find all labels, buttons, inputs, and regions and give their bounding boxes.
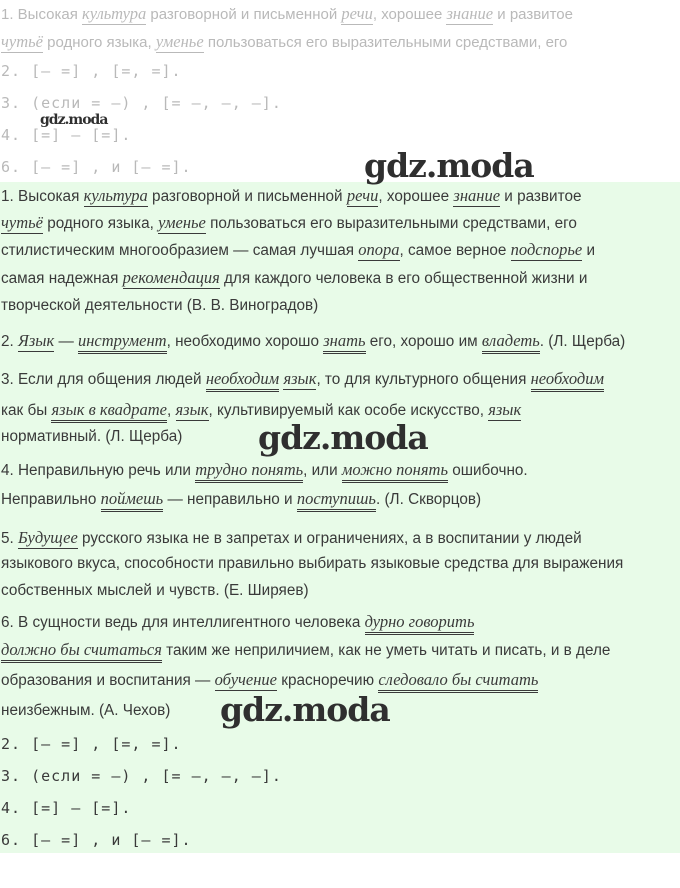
text: разговорной и письменной xyxy=(146,6,342,23)
text: ошибочно. xyxy=(447,462,528,479)
text: образования и воспитания — xyxy=(1,672,215,689)
predicate-word: должно бы считаться xyxy=(1,640,162,663)
line-a2 xyxy=(1,213,577,233)
subject-word: культура xyxy=(83,186,148,205)
text: таким же неприличием, как не уметь читать и писать, и в деле xyxy=(161,642,611,659)
text: . (Л. Скворцов) xyxy=(375,491,482,508)
subject-word: чутьё xyxy=(1,32,43,51)
text: 4. Неправильную речь или xyxy=(1,462,196,479)
text: и xyxy=(582,242,595,259)
text: нормативный. (Л. Щерба) xyxy=(1,428,183,445)
text: 6. В сущности ведь для интеллигентного человека xyxy=(1,614,365,631)
subject-word: обучение xyxy=(214,670,277,689)
text: неизбежным. (А. Чехов) xyxy=(1,702,171,719)
watermark-2: gdz.moda xyxy=(258,418,428,457)
text: 3. Если для общения людей xyxy=(1,371,206,388)
text: , хорошее xyxy=(372,6,447,23)
line-e1 xyxy=(1,528,582,548)
subject-word: культура xyxy=(82,4,147,23)
line-c1 xyxy=(1,369,604,389)
predicate-word: язык в квадрате xyxy=(51,400,167,423)
subject-word: язык xyxy=(175,400,209,419)
text: 2. xyxy=(1,333,19,350)
subject-word: Будущее xyxy=(18,528,78,547)
subject-word: знание xyxy=(453,186,501,205)
text: красноречию xyxy=(277,672,379,689)
faded-header-text xyxy=(0,0,680,182)
text: для каждого человека в его общественной жизни и xyxy=(219,270,588,287)
line-e2 xyxy=(1,555,623,573)
predicate-word: необходим xyxy=(531,369,604,392)
line-f4 xyxy=(1,702,170,720)
subject-word: речи xyxy=(346,186,379,205)
scheme-3: 3. (если = –) , [= –, –, –]. xyxy=(1,767,282,785)
faded-scheme-4: 4. [=] – [=]. xyxy=(1,126,132,144)
text: стилистическим многообразием — самая лучшая xyxy=(1,242,359,259)
subject-word: рекомендация xyxy=(122,268,220,287)
line-d2 xyxy=(1,489,481,509)
faded-scheme-6: 6. [– =] , и [– =]. xyxy=(1,158,192,176)
subject-word: язык xyxy=(488,400,522,419)
text: 5. xyxy=(1,530,19,547)
line-f1 xyxy=(1,612,474,632)
text: , или xyxy=(303,462,342,479)
watermark-3: gdz.moda xyxy=(220,690,390,729)
text: — xyxy=(54,333,78,350)
text: и развитое xyxy=(500,188,582,205)
predicate-word: владеть xyxy=(482,331,540,354)
text: родного языка, xyxy=(42,215,159,232)
text: , самое верное xyxy=(399,242,511,259)
line-a3 xyxy=(1,240,595,260)
text: . (Л. Щерба) xyxy=(539,333,626,350)
text: , необходимо хорошо xyxy=(166,333,324,350)
line-f2 xyxy=(1,640,610,660)
text: родного языка, xyxy=(42,34,156,51)
text: разговорной и письменной xyxy=(147,188,347,205)
text: как бы xyxy=(1,402,52,419)
text: собственных мыслей и чувств. (Е. Ширяев) xyxy=(1,582,309,599)
text: пользоваться его выразительными средствами, его xyxy=(203,34,568,51)
text: русского языка не в запретах и ограничениях, а в воспитании у людей xyxy=(77,530,582,547)
predicate-word: инструмент xyxy=(78,331,167,354)
subject-word: уменье xyxy=(155,32,204,51)
line-b1 xyxy=(1,331,625,351)
predicate-word: можно понять xyxy=(342,460,448,483)
line-f3 xyxy=(1,670,538,690)
line-c3 xyxy=(1,428,182,446)
text: 1. Высокая xyxy=(1,188,84,205)
subject-word: опора xyxy=(358,240,400,259)
faded-line-2 xyxy=(1,32,567,52)
line-a5 xyxy=(1,297,318,315)
text: — неправильно и xyxy=(163,491,297,508)
text: , xyxy=(167,402,176,419)
text: , то для культурного общения xyxy=(316,371,531,388)
scheme-2: 2. [– =] , [=, =]. xyxy=(1,735,182,753)
line-a4 xyxy=(1,268,587,288)
scheme-4: 4. [=] – [=]. xyxy=(1,799,132,817)
predicate-word: следовало бы считать xyxy=(378,670,538,693)
text: , хорошее xyxy=(378,188,454,205)
faded-line-1 xyxy=(1,4,573,24)
predicate-word: поймешь xyxy=(101,489,164,512)
text: 1. Высокая xyxy=(1,6,82,23)
subject-word: чутьё xyxy=(1,213,43,232)
predicate-word: поступишь xyxy=(297,489,376,512)
subject-word: знание xyxy=(446,4,494,23)
faded-scheme-3: 3. (если = –) , [= –, –, –]. xyxy=(1,94,282,112)
line-e3 xyxy=(1,582,309,600)
watermark-small: gdz.moda xyxy=(40,112,108,128)
watermark-1: gdz.moda xyxy=(364,146,534,185)
predicate-word: необходим xyxy=(206,369,279,392)
subject-word: язык xyxy=(283,369,317,388)
line-a1 xyxy=(1,186,581,206)
text: самая надежная xyxy=(1,270,123,287)
subject-word: Язык xyxy=(18,331,55,350)
text: и развитое xyxy=(493,6,573,23)
predicate-word: трудно понять xyxy=(195,460,303,483)
text: языкового вкуса, способности правильно выбирать языковые средства для выражения xyxy=(1,555,624,572)
scheme-6: 6. [– =] , и [– =]. xyxy=(1,831,192,849)
subject-word: уменье xyxy=(158,213,206,232)
subject-word: подспорье xyxy=(510,240,583,259)
faded-scheme-2: 2. [– =] , [=, =]. xyxy=(1,62,182,80)
text: творческой деятельности (В. В. Виноградов) xyxy=(1,297,319,314)
text: , культивируемый как особе искусство, xyxy=(208,402,489,419)
line-d1 xyxy=(1,460,528,480)
predicate-word: знать xyxy=(323,331,365,354)
line-c2 xyxy=(1,400,521,420)
subject-word: речи xyxy=(341,4,373,23)
text: его, хорошо им xyxy=(365,333,482,350)
text: Неправильно xyxy=(1,491,101,508)
text: пользоваться его выразительными средствами, его xyxy=(205,215,577,232)
predicate-word: дурно говорить xyxy=(365,612,475,635)
